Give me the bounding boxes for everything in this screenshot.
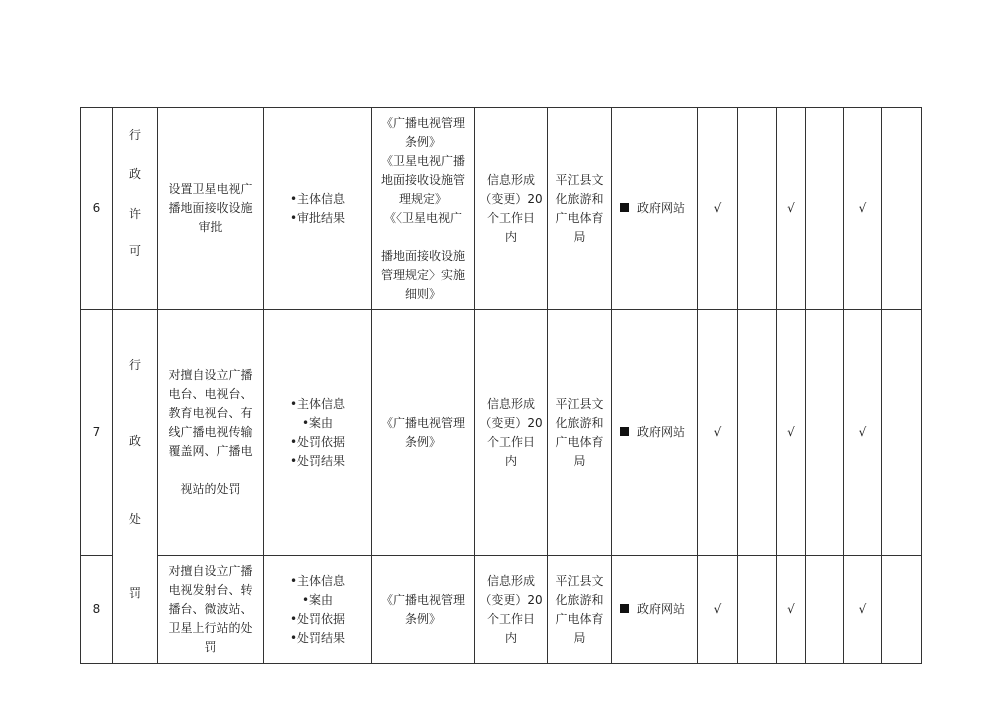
disclosure-channel — [612, 310, 698, 556]
channel-label: 政府网站 — [637, 201, 686, 215]
subject-line: 广电体育 — [555, 611, 604, 626]
disclosure-channel — [612, 108, 698, 310]
time-line: 个工作日 — [486, 210, 535, 225]
category-char: 政 — [128, 434, 141, 448]
item-line: 播地面接收设施 — [168, 201, 253, 215]
item-line — [164, 461, 257, 480]
category-char: 罚 — [128, 586, 141, 600]
subject-line: 化旅游和 — [555, 415, 604, 430]
check-cell: √ — [777, 556, 806, 664]
category-char: 行 — [128, 128, 141, 142]
time-line: 信息形成 — [486, 396, 535, 411]
filled-square-icon — [620, 427, 629, 436]
check-cell — [882, 310, 922, 556]
subject-line: 广电体育 — [555, 434, 604, 449]
basis-line: 理规定》 — [398, 191, 447, 206]
check-cell — [806, 310, 844, 556]
time-line: 信息形成 — [486, 172, 535, 187]
item-line: 电台、电视台、 — [168, 387, 253, 401]
check-cell: √ — [698, 556, 738, 664]
check-cell: √ — [777, 108, 806, 310]
check-cell: √ — [844, 556, 882, 664]
time-line: 个工作日 — [486, 434, 535, 449]
content-line: •处罚结果 — [289, 630, 346, 645]
table-row — [81, 556, 922, 664]
subject-line: 局 — [573, 229, 586, 244]
filled-square-icon — [620, 604, 629, 613]
subject-line: 平江县文 — [555, 396, 604, 411]
item-line: 覆盖网、广播电 — [168, 444, 253, 458]
basis-line: 细则》 — [404, 286, 441, 301]
check-cell — [738, 108, 777, 310]
check-cell — [882, 556, 922, 664]
content-line: •主体信息 — [289, 396, 346, 411]
disclosure-channel — [612, 556, 698, 664]
content-line: •处罚依据 — [289, 434, 346, 449]
basis-line: 《广播电视管理 — [380, 592, 465, 607]
basis-line: 条例》 — [404, 611, 441, 626]
item-line: 设置卫星电视广 — [168, 182, 253, 196]
time-line: 个工作日 — [486, 611, 535, 626]
row-number: 7 — [81, 310, 113, 556]
disclosure-time — [475, 108, 548, 310]
item-name — [158, 108, 264, 310]
check-cell — [806, 556, 844, 664]
content-line: •案由 — [301, 415, 334, 430]
item-name — [158, 310, 264, 556]
time-line: 内 — [504, 229, 517, 244]
basis-line — [372, 228, 474, 247]
item-line: 播台、微波站、 — [168, 602, 253, 616]
category-char: 政 — [128, 167, 141, 181]
table-row — [81, 108, 922, 310]
basis-line: 《〈卫星电视广 — [383, 210, 462, 225]
disclosure-table — [80, 107, 922, 664]
disclosure-subject — [548, 556, 612, 664]
check-cell: √ — [698, 108, 738, 310]
time-line: 内 — [504, 453, 517, 468]
content-line: •处罚依据 — [289, 611, 346, 626]
time-line: 信息形成 — [486, 573, 535, 588]
subject-line: 广电体育 — [555, 210, 604, 225]
category-char: 行 — [128, 358, 141, 372]
content-line: •主体信息 — [289, 191, 346, 206]
table-row — [81, 310, 922, 556]
check-cell: √ — [698, 310, 738, 556]
disclosure-time — [475, 556, 548, 664]
content-line: •审批结果 — [289, 210, 346, 225]
content-line: •案由 — [301, 592, 334, 607]
time-line: （变更）20 — [479, 415, 543, 430]
basis-line: 播地面接收设施 — [380, 248, 465, 263]
item-line: 电视发射台、转 — [168, 583, 253, 597]
category-cell — [113, 108, 158, 310]
subject-line: 平江县文 — [555, 172, 604, 187]
disclosure-time — [475, 310, 548, 556]
basis-line: 《广播电视管理 — [380, 415, 465, 430]
legal-basis — [372, 556, 475, 664]
check-cell — [738, 310, 777, 556]
check-cell — [806, 108, 844, 310]
basis-line: 《广播电视管理 — [380, 115, 465, 130]
subject-line: 化旅游和 — [555, 592, 604, 607]
disclosure-content — [264, 108, 372, 310]
subject-line: 平江县文 — [555, 573, 604, 588]
item-line: 卫星上行站的处 — [168, 621, 253, 635]
time-line: （变更）20 — [479, 592, 543, 607]
basis-line: 管理规定〉实施 — [380, 267, 465, 282]
content-line: •主体信息 — [289, 573, 346, 588]
category-char: 许 — [128, 207, 141, 221]
subject-line: 化旅游和 — [555, 191, 604, 206]
disclosure-subject — [548, 310, 612, 556]
basis-line: 条例》 — [404, 134, 441, 149]
basis-line: 条例》 — [404, 434, 441, 449]
disclosure-subject — [548, 108, 612, 310]
disclosure-content — [264, 556, 372, 664]
check-cell — [738, 556, 777, 664]
content-line: •处罚结果 — [289, 453, 346, 468]
subject-line: 局 — [573, 453, 586, 468]
item-line: 教育电视台、有 — [168, 406, 253, 420]
check-cell: √ — [844, 310, 882, 556]
item-line: 对擅自设立广播 — [168, 368, 253, 382]
subject-line: 局 — [573, 630, 586, 645]
filled-square-icon — [620, 203, 629, 212]
category-cell — [113, 310, 158, 664]
basis-line: 地面接收设施管 — [380, 172, 465, 187]
row-number: 6 — [81, 108, 113, 310]
basis-line: 《卫星电视广播 — [380, 153, 465, 168]
check-cell: √ — [844, 108, 882, 310]
channel-label: 政府网站 — [637, 425, 686, 439]
item-line: 线广播电视传输 — [168, 425, 253, 439]
item-line: 罚 — [204, 640, 217, 654]
item-line: 审批 — [198, 220, 223, 234]
check-cell — [882, 108, 922, 310]
item-line: 视站的处罚 — [180, 482, 241, 496]
time-line: （变更）20 — [479, 191, 543, 206]
channel-label: 政府网站 — [637, 602, 686, 616]
item-line: 对擅自设立广播 — [168, 564, 253, 578]
row-number: 8 — [81, 556, 113, 664]
time-line: 内 — [504, 630, 517, 645]
legal-basis — [372, 310, 475, 556]
item-name — [158, 556, 264, 664]
legal-basis — [372, 108, 475, 310]
check-cell: √ — [777, 310, 806, 556]
disclosure-content — [264, 310, 372, 556]
category-char: 处 — [128, 512, 141, 526]
category-char: 可 — [128, 244, 141, 258]
